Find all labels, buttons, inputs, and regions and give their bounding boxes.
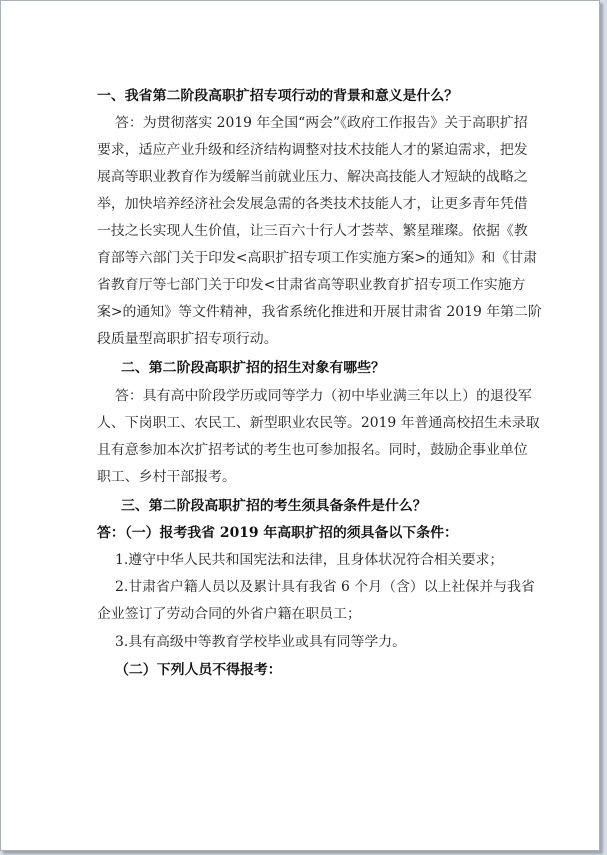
- condition-item: 2.甘肃省户籍人员以及累计具有我省 6 个月（含）以上社保并与我省: [115, 579, 535, 595]
- answer-q1-line: 一技之长实现人生价值，让三百六十行人才荟萃、繁星璀璨。依据《教: [97, 223, 528, 239]
- heading-q2: 二、第二阶段高职扩招的招生对象有哪些？: [121, 360, 385, 376]
- heading-q1: 一、我省第二阶段高职扩招专项行动的背景和意义是什么？: [97, 88, 459, 104]
- answer-q1-line: 省教育厅等七部门关于印发<甘肃省高等职业教育扩招专项工作实施方: [97, 277, 526, 293]
- answer-q2-line: 人、下岗职工、农民工、新型职业农民等。2019 年普通高校招生未录取: [97, 415, 540, 431]
- answer-q2-line: 答：具有高中阶段学历或同等学力（初中毕业满三年以上）的退役军: [115, 388, 532, 404]
- answer-q2-line: 且有意参加本次扩招考试的考生也可参加报名。同时，鼓励企事业单位: [97, 442, 528, 458]
- condition-item: 3.具有高级中等教育学校毕业或具有同等学力。: [115, 634, 407, 650]
- exclusion-subheading: （二）下列人员不得报考：: [115, 662, 282, 678]
- condition-item: 1.遵守中华人民共和国宪法和法律，且身体状况符合相关要求；: [115, 552, 504, 568]
- answer-q1-line: 要求，适应产业升级和经济结构调整对技术技能人才的紧迫需求，把发: [97, 142, 528, 158]
- answer-q1-line: 展高等职业教育作为缓解当前就业压力、解决高技能人才短缺的战略之: [97, 169, 528, 185]
- answer-q1-line: 案>的通知》等文件精神，我省系统化推进和开展甘肃省 2019 年第二阶: [97, 304, 542, 320]
- answer-q3-subheading: 答：（一）报考我省 2019 年高职扩招的须具备以下条件：: [97, 525, 458, 541]
- heading-q3: 三、第二阶段高职扩招的考生须具备条件是什么？: [121, 498, 427, 514]
- answer-q1-line: 育部等六部门关于印发<高职扩招专项工作实施方案>的通知》和《甘肃: [97, 250, 538, 266]
- answer-q1-line: 举，加快培养经济社会发展急需的各类技术技能人才，让更多青年凭借: [97, 196, 528, 212]
- answer-q2-line: 职工、乡村干部报考。: [97, 469, 236, 485]
- answer-q1-line: 段质量型高职扩招专项行动。: [97, 331, 278, 347]
- answer-q1-line: 答：为贯彻落实 2019 年全国“两会”《政府工作报告》关于高职扩招: [115, 115, 528, 131]
- condition-item-continued: 企业签订了劳动合同的外省户籍在职员工；: [97, 606, 361, 622]
